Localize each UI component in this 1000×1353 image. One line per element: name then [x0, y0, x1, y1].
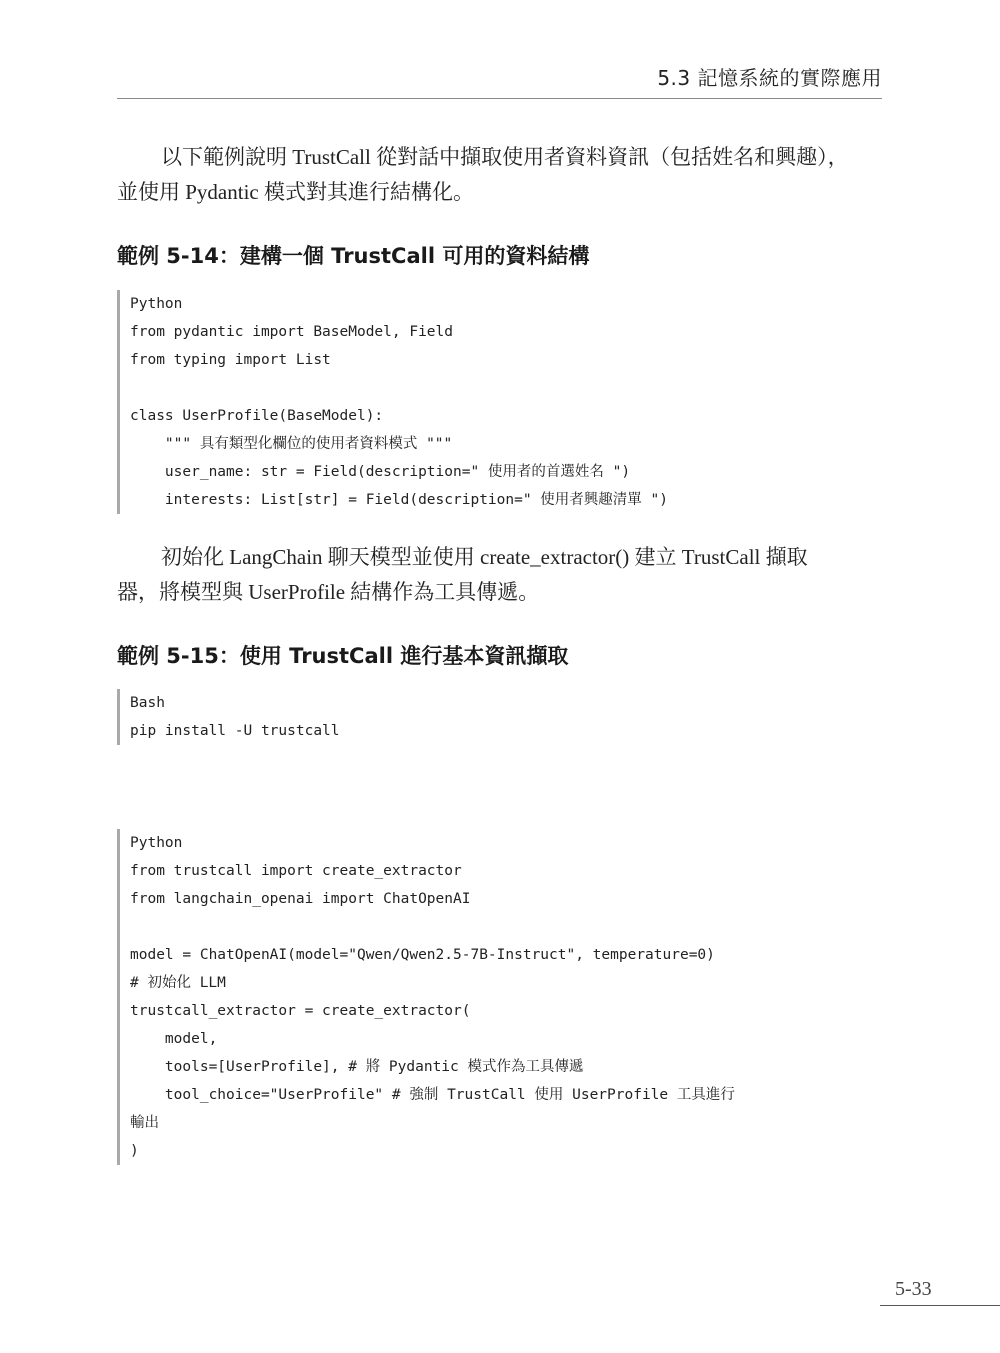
page-number: 5-33 — [895, 1278, 932, 1300]
code-line: ) — [130, 1143, 139, 1159]
footer-rule — [880, 1305, 1000, 1306]
code-line: Python — [130, 835, 183, 851]
code-line: tools=[UserProfile], # 將 Pydantic 模式作為工具傳遞 — [130, 1059, 584, 1075]
code-line: class UserProfile(BaseModel): — [130, 408, 384, 424]
intro-line-1: 以下範例說明 TrustCall 從對話中擷取使用者資料資訊（包括姓名和興趣）， — [161, 145, 849, 169]
example-5-15-heading: 範例 5-15：使用 TrustCall 進行基本資訊擷取 — [117, 644, 569, 668]
intro-paragraph — [117, 140, 885, 210]
example-5-14-heading: 範例 5-14：建構一個 TrustCall 可用的資料結構 — [117, 244, 590, 268]
middle-line-2: 器，將模型與 UserProfile 結構作為工具傳遞。 — [117, 580, 540, 604]
code-line: tool_choice="UserProfile" # 強制 TrustCall 使用 UserProfile 工具進行 — [130, 1087, 735, 1103]
code-line: 輸出 — [130, 1115, 159, 1131]
code-line: user_name: str = Field(description=" 使用者的首選姓名 ") — [130, 464, 631, 480]
code-line: # 初始化 LLM — [130, 975, 226, 991]
code-line: pip install -U trustcall — [130, 723, 340, 739]
code-line — [130, 374, 668, 402]
intro-line-2: 並使用 Pydantic 模式對其進行結構化。 — [117, 180, 474, 204]
code-line: from pydantic import BaseModel, Field — [130, 324, 454, 340]
code-line — [130, 913, 735, 941]
code-line: Bash — [130, 695, 165, 711]
middle-paragraph — [117, 540, 885, 610]
code-line: model, — [130, 1031, 218, 1047]
header-rule — [117, 98, 882, 99]
code-block-bash — [117, 689, 340, 745]
code-line: from langchain_openai import ChatOpenAI — [130, 891, 471, 907]
code-block-trustcall — [117, 829, 735, 1165]
running-header: 5.3 記憶系統的實際應用 — [657, 66, 882, 90]
code-line: Python — [130, 296, 183, 312]
code-line: model = ChatOpenAI(model="Qwen/Qwen2.5-7B-Instruct", temperature=0) — [130, 947, 715, 963]
code-line: interests: List[str] = Field(description=" 使用者興趣清單 ") — [130, 492, 668, 508]
code-line: from trustcall import create_extractor — [130, 863, 462, 879]
code-line: """ 具有類型化欄位的使用者資料模式 """ — [130, 436, 453, 452]
code-block-pydantic — [117, 290, 668, 514]
code-line: from typing import List — [130, 352, 331, 368]
code-line: trustcall_extractor = create_extractor( — [130, 1003, 471, 1019]
middle-line-1: 初始化 LangChain 聊天模型並使用 create_extractor() 建立 TrustCall 擷取 — [161, 545, 808, 569]
